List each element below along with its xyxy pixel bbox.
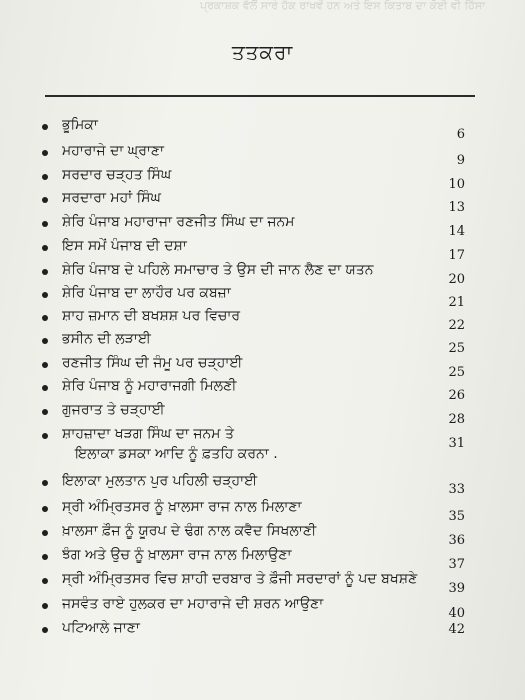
toc-entry-title: ਪਟਿਆਲੇ ਜਾਣਾ bbox=[62, 620, 140, 636]
toc-entry bbox=[0, 353, 525, 380]
bullet-icon bbox=[42, 627, 48, 633]
toc-entry-title: ਸ਼ੇਰਿ ਪੰਜਾਬ ਦਾ ਲਾਹੌਰ ਪਰ ਕਬਜ਼ਾ bbox=[62, 285, 231, 301]
toc-page-number: 36 bbox=[448, 533, 465, 548]
toc-entry bbox=[0, 521, 525, 548]
bullet-icon bbox=[42, 554, 48, 560]
toc-page-number: 39 bbox=[448, 581, 465, 596]
page-title: ਤਤਕਰਾ bbox=[231, 40, 294, 64]
toc-entry bbox=[0, 306, 525, 333]
toc-entry-title: ਸ੍ਰੀ ਅੰਮ੍ਰਿਤਸਰ ਵਿਚ ਸ਼ਾਹੀ ਦਰਬਾਰ ਤੇ ਫ਼ੌਜੀ ਸਰਦਾਰਾਂ ਨੂੰ ਪਦ ਬਖਸ਼ਣੇ bbox=[62, 571, 418, 587]
toc-entry-title: ਝੰਗ ਅਤੇ ਉਚ ਨੂੰ ਖ਼ਾਲਸਾ ਰਾਜ ਨਾਲ ਮਿਲਾਉਣਾ bbox=[62, 547, 292, 563]
toc-page-number: 22 bbox=[448, 318, 465, 333]
toc-page-number: 13 bbox=[448, 200, 465, 215]
toc-page-number: 28 bbox=[448, 412, 465, 427]
toc-page-number: 26 bbox=[448, 388, 465, 403]
toc-entry bbox=[0, 569, 525, 596]
bullet-icon bbox=[42, 124, 48, 130]
toc-page-number: 25 bbox=[448, 341, 465, 356]
toc-entry bbox=[0, 618, 525, 642]
toc-entry bbox=[0, 400, 525, 427]
bullet-icon bbox=[42, 292, 48, 298]
toc-entry-continuation: ਇਲਾਕਾ ਡਸਕਾ ਆਦਿ ਨੂੰ ਫ਼ਤਹਿ ਕਰਨਾ . bbox=[75, 446, 278, 462]
toc-entry-title: ਸਰਦਾਰ ਚੜ੍ਹਤ ਸਿੰਘ bbox=[62, 167, 172, 183]
toc-entry bbox=[0, 376, 525, 403]
toc-page-number: 35 bbox=[448, 509, 465, 524]
bullet-icon bbox=[42, 530, 48, 536]
toc-page-number: 40 bbox=[448, 606, 465, 621]
toc-page-number: 14 bbox=[448, 224, 465, 239]
toc-entry-title: ਸ਼ੇਰਿ ਪੰਜਾਬ ਦੇ ਪਹਿਲੇ ਸਮਾਚਾਰ ਤੇ ਉਸ ਦੀ ਜਾਨ ਲੈਣ ਦਾ ਯਤਨ bbox=[62, 262, 374, 278]
toc-entry bbox=[0, 594, 525, 621]
toc-entry bbox=[0, 329, 525, 356]
toc-entry-title: ਭਸੀਨ ਦੀ ਲੜਾਈ bbox=[62, 331, 151, 347]
toc-entry-title: ਖ਼ਾਲਸਾ ਫ਼ੌਜ ਨੂੰ ਯੂਰਪ ਦੇ ਢੰਗ ਨਾਲ ਕਵੈਦ ਸਿਖਲਾਣੀ bbox=[62, 523, 317, 539]
toc-entry bbox=[0, 497, 525, 524]
toc-entry-title: ਸ਼ਾਹ ਜ਼ਮਾਨ ਦੀ ਬਖਸ਼ਸ਼ ਪਰ ਵਿਚਾਰ bbox=[62, 308, 241, 324]
toc-entry-title: ਸ਼ੇਰਿ ਪੰਜਾਬ ਨੂੰ ਮਹਾਰਾਜਗੀ ਮਿਲਣੀ bbox=[62, 378, 237, 394]
toc-entry bbox=[0, 188, 525, 215]
toc-entry bbox=[0, 283, 525, 310]
bullet-icon bbox=[42, 174, 48, 180]
toc-entry bbox=[0, 471, 525, 495]
toc-page-number: 17 bbox=[448, 248, 465, 263]
toc-page-number: 6 bbox=[456, 127, 465, 142]
toc-entry bbox=[0, 141, 525, 168]
toc-page-number: 20 bbox=[448, 272, 465, 287]
toc-entry bbox=[0, 545, 525, 572]
toc-page-number: 21 bbox=[448, 295, 465, 310]
bullet-icon bbox=[42, 506, 48, 512]
bullet-icon bbox=[42, 578, 48, 584]
toc-entry-title: ਸਰਦਾਰਾ ਮਹਾਂ ਸਿੰਘ bbox=[62, 190, 161, 206]
bullet-icon bbox=[42, 269, 48, 275]
bullet-icon bbox=[42, 362, 48, 368]
toc-entry bbox=[0, 212, 525, 239]
toc-page-number: 37 bbox=[448, 557, 465, 572]
toc-entry-title: ਇਲਾਕਾ ਮੁਲਤਾਨ ਪੁਰ ਪਹਿਲੀ ਚੜ੍ਹਾਈ bbox=[62, 473, 258, 489]
toc-entry-title: ਜਸਵੰਤ ਰਾਏ ਹੁਲਕਰ ਦਾ ਮਹਾਰਾਜੇ ਦੀ ਸ਼ਰਨ ਆਉਣਾ bbox=[62, 596, 324, 612]
bullet-icon bbox=[42, 197, 48, 203]
toc-page-number: 42 bbox=[448, 622, 465, 637]
bullet-icon bbox=[42, 315, 48, 321]
toc-entry bbox=[0, 260, 525, 287]
bleed-through-text: ਪ੍ਰਕਾਸ਼ਕ ਵੱਲੋਂ ਸਾਰੇ ਹੱਕ ਰਾਖਵੇਂ ਹਨ ਅਤੇ ਇਸ ਕਿਤਾਬ ਦਾ ਕੋਈ ਵੀ ਹਿੱਸਾ bbox=[200, 0, 486, 12]
bullet-icon bbox=[42, 480, 48, 486]
bullet-icon bbox=[42, 150, 48, 156]
bullet-icon bbox=[42, 603, 48, 609]
toc-entry-title: ਮਹਾਰਾਜੇ ਦਾ ਘ੍ਰਾਣਾ bbox=[62, 143, 165, 159]
toc-page-number: 10 bbox=[448, 177, 465, 192]
toc-entry-title: ਸ਼ੇਰਿ ਪੰਜਾਬ ਮਹਾਰਾਜਾ ਰਣਜੀਤ ਸਿੰਘ ਦਾ ਜਨਮ bbox=[62, 214, 295, 230]
toc-entry bbox=[0, 115, 525, 142]
bullet-icon bbox=[42, 338, 48, 344]
toc-page-number: 31 bbox=[448, 436, 465, 451]
toc-entry-title: ਗੁਜਰਾਤ ਤੇ ਚੜ੍ਹਾਈ bbox=[62, 402, 165, 418]
toc-entry-title: ਰਣਜੀਤ ਸਿੰਘ ਦੀ ਜੰਮੂ ਪਰ ਚੜ੍ਹਾਈ bbox=[62, 355, 243, 371]
toc-entry bbox=[0, 236, 525, 263]
bullet-icon bbox=[42, 433, 48, 439]
toc-entry bbox=[0, 424, 525, 451]
toc-entry-title: ਸ਼ਾਹਜ਼ਾਦਾ ਖੜਗ ਸਿੰਘ ਦਾ ਜਨਮ ਤੇ bbox=[62, 426, 234, 442]
bullet-icon bbox=[42, 221, 48, 227]
bullet-icon bbox=[42, 245, 48, 251]
toc-entry-title: ਭੂਮਿਕਾ bbox=[62, 117, 98, 133]
toc-page-number: 33 bbox=[448, 482, 465, 497]
bullet-icon bbox=[42, 409, 48, 415]
bullet-icon bbox=[42, 385, 48, 391]
toc-entry-title: ਇਸ ਸਮੇਂ ਪੰਜਾਬ ਦੀ ਦਸ਼ਾ bbox=[62, 238, 187, 254]
toc-page-number: 9 bbox=[456, 153, 465, 168]
toc-page-number: 25 bbox=[448, 365, 465, 380]
toc-entry-title: ਸ੍ਰੀ ਅੰਮ੍ਰਿਤਸਰ ਨੂੰ ਖ਼ਾਲਸਾ ਰਾਜ ਨਾਲ ਮਿਲਾਣਾ bbox=[62, 499, 302, 515]
toc-entry bbox=[0, 165, 525, 192]
